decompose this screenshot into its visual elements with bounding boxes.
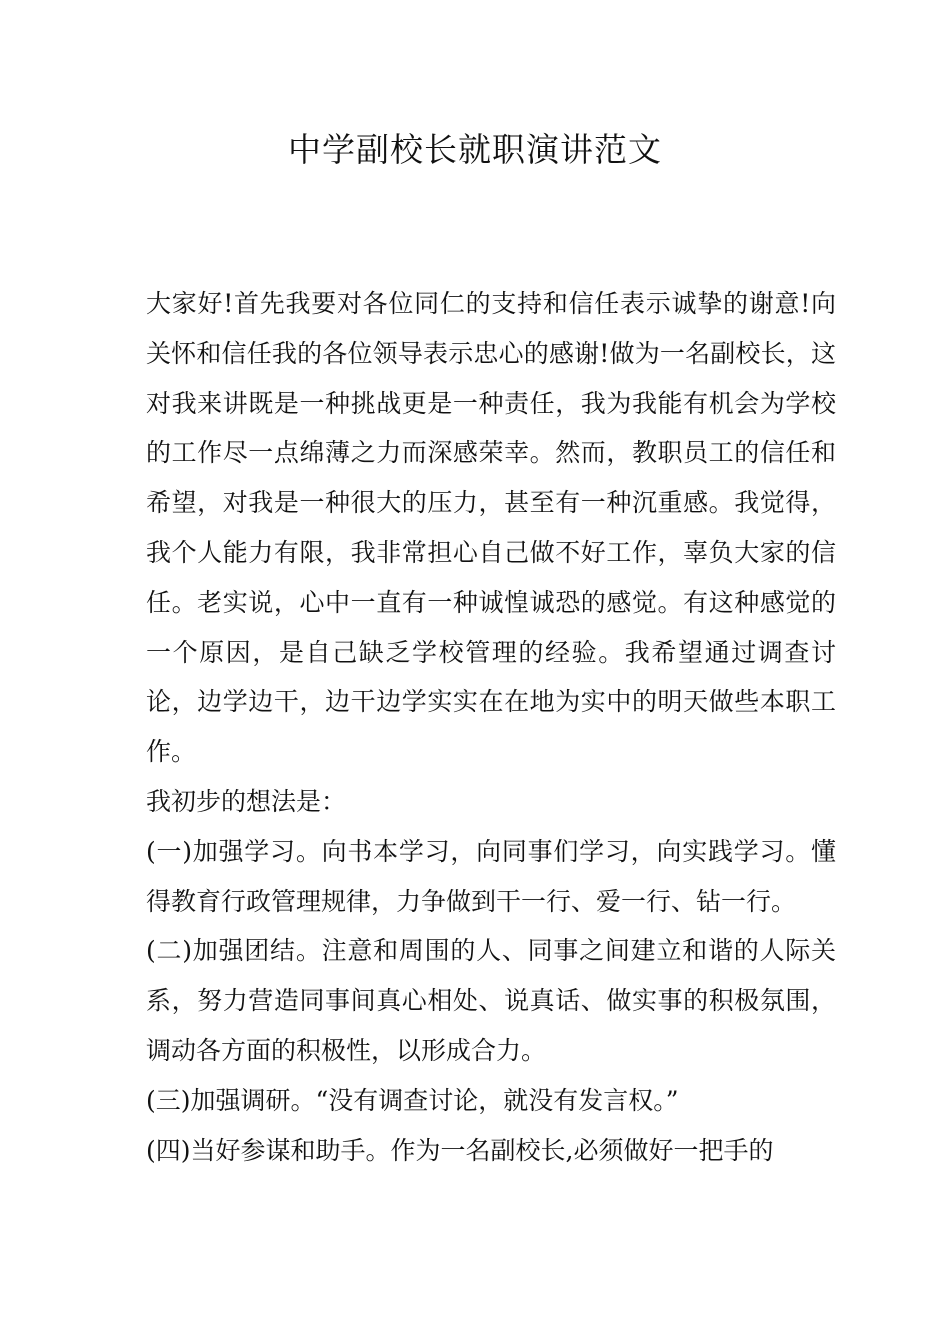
- paragraph-ideas-lead: 我初步的想法是：: [146, 786, 347, 816]
- paragraph-intro: 大家好!首先我要对各位同仁的支持和信任表示诚挚的谢意!向关怀和信任我的各位领导表示忠心的感谢!做为一名副校长，这对我来讲既是一种挑战更是一种责任，我为我能有机会为学校的工作尽一点绵薄之力而深感荣幸。然而，教职员工的信任和希望，对我是一种很大的压力，甚至有一种沉重感。我觉得，我个人能力有限，我非常担心自己做不好工作，辜负大家的信任。老实说，心中一直有一种诚惶诚恐的感觉。有这种感觉的一个原因，是自己缺乏学校管理的经验。我希望通过调查讨论，边学边干，边干边学实实在在地为实中的明天做些本职工作。: [146, 289, 836, 767]
- document-body: [146, 279, 836, 1175]
- paragraph-item-1: (一)加强学习。向书本学习，向同事们学习，向实践学习。懂得教育行政管理规律，力争做到干一行、爱一行、钻一行。: [146, 836, 836, 916]
- paragraph-item-2: (二)加强团结。注意和周围的人、同事之间建立和谐的人际关系，努力营造同事间真心相处、说真话、做实事的积极氛围，调动各方面的积极性，以形成合力。: [146, 936, 836, 1065]
- paragraph-item-4: (四)当好参谋和助手。作为一名副校长,必须做好一把手的: [146, 1135, 774, 1165]
- document-title: 中学副校长就职演讲范文: [288, 130, 662, 169]
- paragraph-item-3: (三)加强调研。“没有调查讨论，就没有发言权。”: [146, 1085, 679, 1115]
